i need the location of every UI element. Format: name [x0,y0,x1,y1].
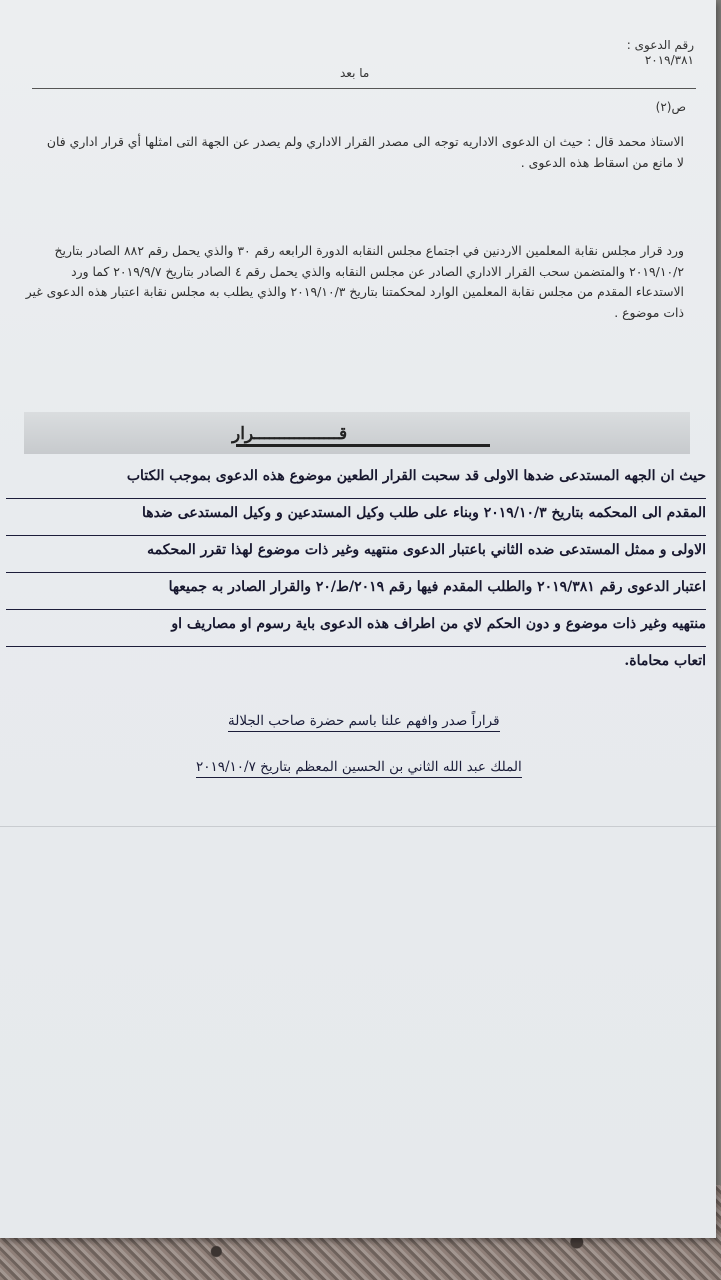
verdict-closing-line-1: قراراً صدر وافهم علنا باسم حضرة صاحب الجلالة [228,713,500,732]
case-number-label: رقم الدعوى : [626,38,694,52]
union-decision-paragraph: ورد قرار مجلس نقابة المعلمين الاردنين في اجتماع مجلس النقابه الدورة الرابعه رقم ٣٠ والذي يحمل رقم ٨٨٢ الصادر بتاريخ ٢٠١٩/١٠/٢ والمتضمن سحب القرار الاداري الصادر عن مجلس النقابه والذي يحمل رقم ٤ الصادر بتاريخ ٢٠١٩/٩/٧ كما ورد الاستدعاء المقدم من مجلس نقابة المعلمين الوارد لمحكمتنا بتاريخ ٢٠١٩/١٠/٣ والذي يطلب به مجلس نقابة اعتبار هذه الدعوى غير ذات موضوع . [25,243,684,320]
paper-fold-line [0,826,716,827]
header-divider [32,88,696,89]
decision-line: الاولى و ممثل المستدعى ضده الثاني باعتبار الدعوى منتهيه وغير ذات موضوع لهذا تقرر المحكمه [6,536,706,573]
handwritten-decision [6,462,706,683]
page-number: ص(٢) [655,100,686,114]
decision-line: المقدم الى المحكمه بتاريخ ٢٠١٩/١٠/٣ وبناء على طلب وكيل المستدعين و وكيل المستدعى ضدها [6,499,706,536]
decision-line: منتهيه وغير ذات موضوع و دون الحكم لاي من اطراف هذه الدعوى باية رسوم او مصاريف او [6,610,706,647]
continued-label: ما بعد [340,66,370,80]
verdict-closing-line-2: الملك عبد الله الثاني بن الحسين المعظم بتاريخ ٢٠١٩/١٠/٧ [196,759,522,778]
case-number-value: ٢٠١٩/٣٨١ [644,53,694,67]
lawyer-statement-paragraph: الاستاذ محمد قال : حيث ان الدعوى الاداريه توجه الى مصدر القرار الاداري ولم يصدر عن الجهة التى امثلها أي قرار اداري فان لا مانع من اسقاط هذه الدعوى . [46,134,684,170]
decision-title-underline [236,444,490,447]
decision-title: قـــــــــــــــــرار [232,424,348,444]
case-number-block [627,38,694,68]
decision-line: اعتبار الدعوى رقم ٢٠١٩/٣٨١ والطلب المقدم فيها رقم ٢٠١٩/ط/٢٠ والقرار الصادر به جميعها [6,573,706,610]
decision-line: حيث ان الجهه المستدعى ضدها الاولى قد سحبت القرار الطعين موضوع هذه الدعوى بموجب الكتاب [6,462,706,499]
decision-heading-bar [24,412,690,454]
decision-line: اتعاب محاماة. [624,653,706,669]
